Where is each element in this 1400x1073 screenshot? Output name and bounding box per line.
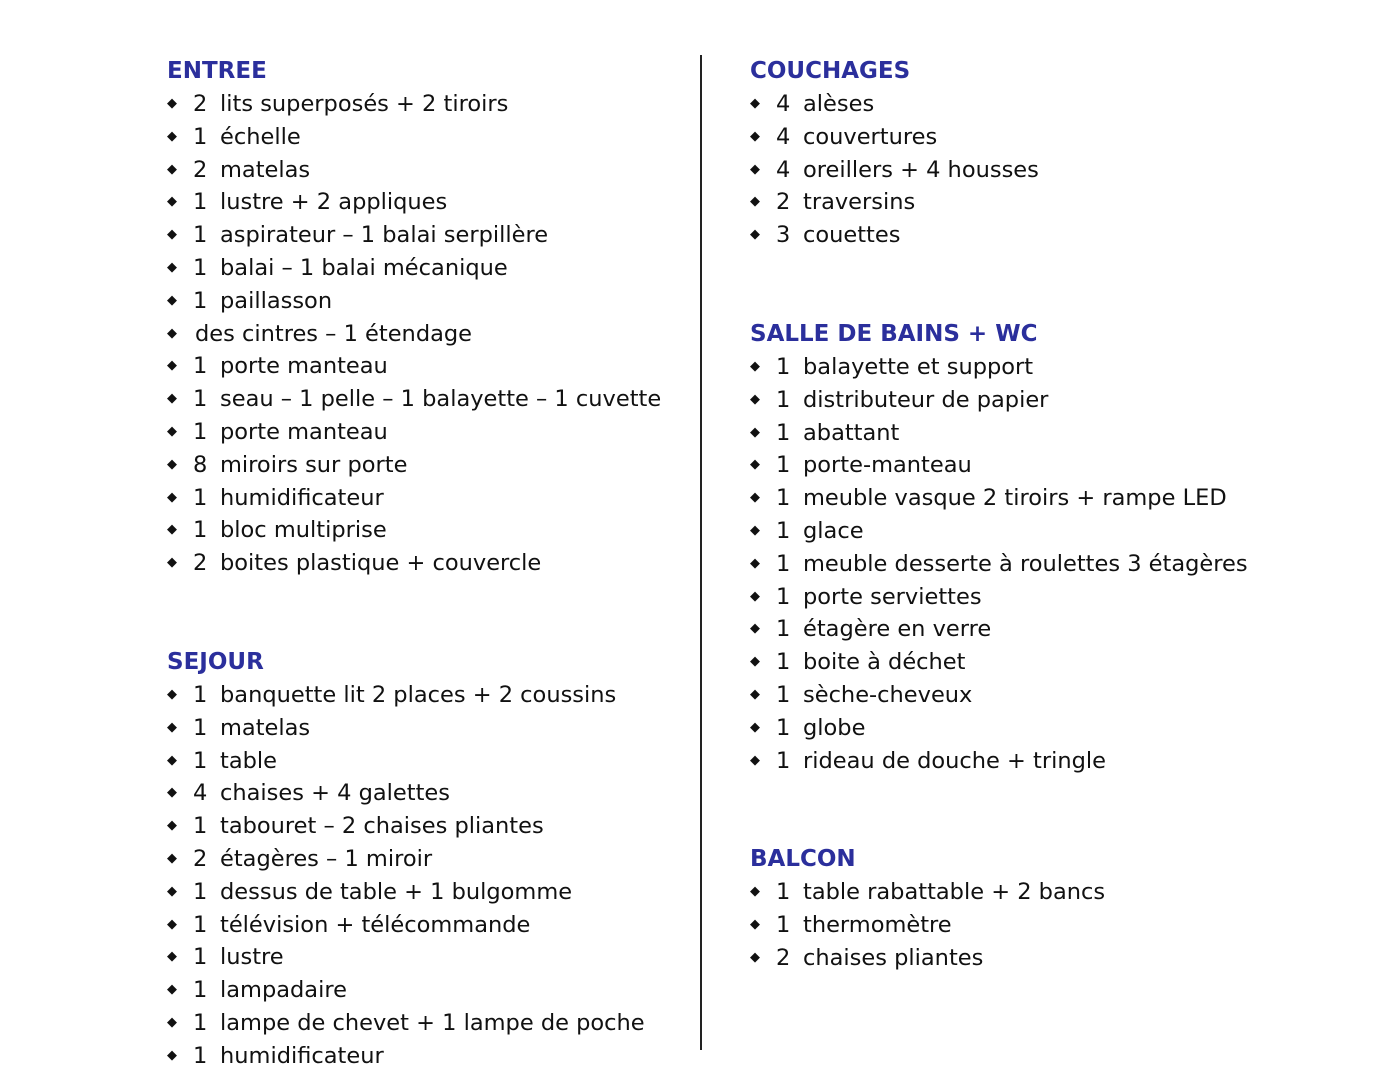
section-sejour: [167, 646, 645, 1073]
item-label: humidificateur: [220, 1042, 384, 1069]
item-label: paillasson: [220, 287, 333, 314]
item-quantity: 1: [193, 386, 208, 413]
item-quantity: 1: [776, 649, 791, 676]
item-label: boites plastique + couvercle: [220, 550, 542, 577]
item-quantity: 1: [776, 879, 791, 905]
item-label: table: [220, 747, 277, 774]
list-item: [167, 318, 473, 351]
item-quantity: 4: [776, 156, 791, 183]
item-quantity: 1: [193, 189, 208, 216]
item-label: thermomètre: [803, 911, 952, 938]
list-item: [167, 514, 387, 547]
item-label: balai – 1 balai mécanique: [220, 254, 508, 281]
list-item: [750, 154, 1039, 187]
item-label: échelle: [220, 123, 301, 150]
item-quantity: 1: [193, 287, 208, 314]
bullet-icon: ◆: [167, 391, 177, 407]
list-item: [167, 482, 384, 515]
item-quantity: 1: [193, 1009, 208, 1036]
bullet-icon: ◆: [750, 522, 760, 538]
bullet-icon: ◆: [167, 161, 177, 177]
item-label: des cintres – 1 étendage: [195, 320, 473, 347]
bullet-icon: ◆: [750, 194, 760, 210]
bullet-icon: ◆: [750, 555, 760, 571]
item-quantity: 1: [193, 254, 208, 281]
item-label: étagères – 1 miroir: [220, 845, 433, 872]
bullet-icon: ◆: [750, 128, 760, 144]
item-label: globe: [803, 714, 866, 741]
item-quantity: 4: [776, 123, 791, 150]
list-item: [167, 285, 333, 318]
item-quantity: 4: [193, 780, 208, 807]
list-item: [167, 186, 448, 219]
list-item: [167, 941, 284, 974]
item-quantity: 1: [776, 550, 791, 577]
item-quantity: 1: [193, 353, 208, 380]
list-item: [167, 974, 347, 1007]
list-item: [167, 416, 388, 449]
bullet-icon: ◆: [750, 949, 760, 965]
list-item: [167, 777, 450, 810]
item-quantity: 1: [776, 911, 791, 938]
list-item: [750, 384, 1049, 417]
item-label: chaises pliantes: [803, 944, 984, 971]
list-item: [167, 712, 311, 745]
item-label: table rabattable + 2 bancs: [803, 879, 1106, 905]
bullet-icon: ◆: [167, 96, 177, 111]
bullet-icon: ◆: [167, 259, 177, 275]
item-label: aspirateur – 1 balai serpillère: [220, 222, 549, 249]
item-quantity: 1: [193, 517, 208, 544]
item-quantity: 1: [193, 944, 208, 971]
list-item: [167, 843, 433, 876]
item-quantity: 3: [776, 222, 791, 249]
bullet-icon: ◆: [750, 424, 760, 440]
bullet-icon: ◆: [167, 423, 177, 439]
list-item: [167, 252, 508, 285]
section-title: ENTREE: [167, 58, 267, 84]
item-quantity: 1: [193, 714, 208, 741]
section-salle-de-bains-wc: [750, 318, 1248, 777]
item-label: boite à déchet: [803, 649, 966, 676]
item-quantity: 1: [776, 714, 791, 741]
bullet-icon: ◆: [167, 785, 177, 801]
list-item: [750, 449, 1037, 482]
item-label: étagère en verre: [803, 616, 992, 643]
list-item: [750, 515, 1037, 548]
section-title: COUCHAGES: [750, 58, 911, 84]
bullet-icon: ◆: [167, 916, 177, 932]
list-item: [750, 745, 1107, 778]
item-quantity: 1: [776, 386, 791, 413]
bullet-icon: ◆: [167, 522, 177, 538]
column-divider: [700, 55, 702, 1050]
item-label: oreillers + 4 housses: [803, 156, 1039, 183]
section-title: SEJOUR: [167, 649, 264, 675]
bullet-icon: ◆: [750, 227, 760, 243]
item-quantity: 1: [193, 747, 208, 774]
bullet-icon: ◆: [167, 719, 177, 735]
item-label: meuble desserte à roulettes 3 étagères: [803, 550, 1248, 577]
item-quantity: 1: [193, 911, 208, 938]
bullet-icon: ◆: [750, 161, 760, 177]
item-label: lampadaire: [220, 977, 347, 1004]
item-quantity: 8: [193, 451, 208, 478]
section-title: SALLE DE BAINS + WC: [750, 321, 1038, 347]
section-balcon: [750, 843, 1106, 974]
bullet-icon: ◆: [167, 687, 177, 702]
item-quantity: 1: [193, 418, 208, 445]
bullet-icon: ◆: [167, 489, 177, 505]
bullet-icon: ◆: [167, 358, 177, 374]
list-item: [750, 186, 916, 219]
bullet-icon: ◆: [167, 818, 177, 834]
bullet-icon: ◆: [750, 588, 760, 604]
list-item: [750, 548, 1248, 581]
item-quantity: 1: [193, 977, 208, 1004]
item-label: traversins: [803, 189, 916, 216]
list-item: [167, 121, 301, 154]
bullet-icon: ◆: [167, 194, 177, 210]
item-quantity: 1: [776, 583, 791, 610]
item-label: couettes: [803, 222, 901, 249]
list-item: [167, 1007, 645, 1040]
list-item: [750, 482, 1227, 515]
bullet-icon: ◆: [167, 1014, 177, 1030]
item-label: lampe de chevet + 1 lampe de poche: [220, 1009, 645, 1036]
item-quantity: 1: [193, 813, 208, 840]
item-quantity: 1: [776, 616, 791, 643]
bullet-icon: ◆: [167, 949, 177, 965]
item-quantity: 1: [776, 681, 791, 708]
item-label: glace: [803, 517, 864, 544]
list-item: [750, 646, 1037, 679]
item-quantity: 1: [193, 123, 208, 150]
bullet-icon: ◆: [167, 325, 177, 341]
bullet-icon: ◆: [750, 621, 760, 637]
list-item: [750, 121, 938, 154]
item-quantity: 2: [193, 550, 208, 577]
list-item: [167, 1040, 384, 1073]
list-item: [750, 417, 1037, 450]
item-label: miroirs sur porte: [220, 451, 408, 478]
list-item: [167, 679, 617, 712]
item-quantity: 4: [776, 91, 791, 117]
item-label: tabouret – 2 chaises pliantes: [220, 813, 544, 840]
item-label: humidificateur: [220, 484, 384, 511]
list-item: [167, 909, 531, 942]
bullet-icon: ◆: [167, 292, 177, 308]
bullet-icon: ◆: [167, 850, 177, 866]
bullet-icon: ◆: [750, 686, 760, 702]
bullet-icon: ◆: [750, 359, 760, 374]
bullet-icon: ◆: [167, 1047, 177, 1063]
item-quantity: 2: [776, 944, 791, 971]
bullet-icon: ◆: [750, 884, 760, 899]
list-item: [167, 219, 549, 252]
bullet-icon: ◆: [167, 752, 177, 768]
item-quantity: 1: [776, 452, 791, 479]
item-label: porte manteau: [220, 418, 388, 445]
item-quantity: 1: [776, 354, 791, 380]
item-label: banquette lit 2 places + 2 coussins: [220, 682, 617, 708]
item-label: bloc multiprise: [220, 517, 387, 544]
list-item: [167, 154, 311, 187]
item-quantity: 1: [776, 747, 791, 774]
item-quantity: 1: [193, 222, 208, 249]
bullet-icon: ◆: [750, 654, 760, 670]
item-label: meuble vasque 2 tiroirs + rampe LED: [803, 485, 1227, 512]
item-label: rideau de douche + tringle: [803, 747, 1107, 774]
item-label: chaises + 4 galettes: [220, 780, 450, 807]
item-quantity: 1: [193, 1042, 208, 1069]
item-label: porte manteau: [220, 353, 388, 380]
bullet-icon: ◆: [750, 916, 760, 932]
item-label: balayette et support: [803, 354, 1034, 380]
section-couchages: [750, 55, 1039, 252]
list-item: [750, 876, 1106, 909]
list-item: [167, 547, 542, 580]
list-item: [167, 383, 662, 416]
list-item: [750, 679, 1037, 712]
item-quantity: 2: [193, 156, 208, 183]
list-item: [167, 88, 509, 121]
list-item: [167, 350, 388, 383]
item-label: matelas: [220, 714, 311, 741]
item-quantity: 1: [193, 484, 208, 511]
item-quantity: 2: [193, 91, 208, 117]
list-item: [750, 613, 1037, 646]
list-item: [750, 351, 1037, 384]
list-item: [750, 909, 952, 942]
item-label: sèche-cheveux: [803, 681, 973, 708]
bullet-icon: ◆: [750, 457, 760, 473]
bullet-icon: ◆: [750, 391, 760, 407]
list-item: [750, 712, 1037, 745]
item-quantity: 1: [776, 485, 791, 512]
item-quantity: 1: [776, 419, 791, 446]
item-label: lustre + 2 appliques: [220, 189, 448, 216]
bullet-icon: ◆: [167, 555, 177, 571]
item-label: lits superposés + 2 tiroirs: [220, 91, 509, 117]
item-quantity: 1: [776, 517, 791, 544]
bullet-icon: ◆: [750, 490, 760, 506]
bullet-icon: ◆: [167, 883, 177, 899]
bullet-icon: ◆: [750, 719, 760, 735]
item-quantity: 2: [193, 845, 208, 872]
list-item: [750, 581, 1037, 614]
item-quantity: 2: [776, 189, 791, 216]
bullet-icon: ◆: [167, 227, 177, 243]
bullet-icon: ◆: [167, 128, 177, 144]
bullet-icon: ◆: [750, 96, 760, 111]
bullet-icon: ◆: [167, 982, 177, 998]
item-label: alèses: [803, 91, 875, 117]
item-quantity: 1: [193, 682, 208, 708]
section-entree: [167, 55, 662, 580]
item-label: abattant: [803, 419, 900, 446]
list-item: [167, 449, 408, 482]
item-label: seau – 1 pelle – 1 balayette – 1 cuvette: [220, 386, 662, 413]
item-label: télévision + télécommande: [220, 911, 531, 938]
item-label: couvertures: [803, 123, 938, 150]
bullet-icon: ◆: [167, 456, 177, 472]
list-item: [750, 219, 910, 252]
list-item: [750, 88, 910, 121]
item-label: lustre: [220, 944, 284, 971]
list-item: [167, 745, 277, 778]
item-label: porte serviettes: [803, 583, 982, 610]
list-item: [167, 876, 573, 909]
list-item: [167, 810, 544, 843]
bullet-icon: ◆: [750, 752, 760, 768]
item-label: porte-manteau: [803, 452, 972, 479]
list-item: [750, 942, 984, 975]
item-label: dessus de table + 1 bulgomme: [220, 878, 573, 905]
item-quantity: 1: [193, 878, 208, 905]
section-title: BALCON: [750, 846, 856, 872]
item-label: matelas: [220, 156, 311, 183]
item-label: distributeur de papier: [803, 386, 1049, 413]
